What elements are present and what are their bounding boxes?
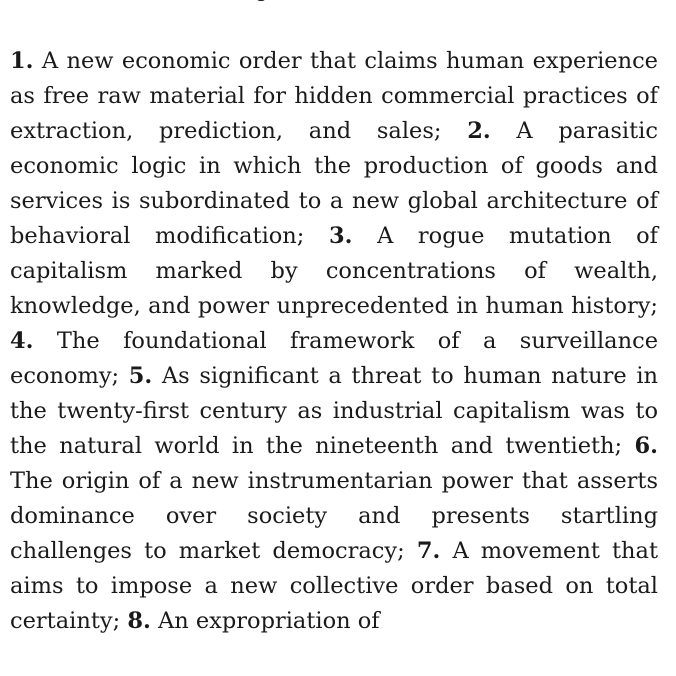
definition-number: 1. (10, 48, 34, 74)
definition-text: A parasitic economic logic in which the production of goods and services is subordinated to a new global architecture of behavioral modification; (10, 118, 658, 249)
definition-text: The foundational framework of a surveillance economy; (10, 328, 659, 389)
definition-text: A movement that aims to impose a new collective order based on total certainty; (10, 538, 659, 634)
definition-number: 6. (634, 433, 658, 459)
definition-text: As significant a threat to human nature in the twenty-first century as industrial capitalism was to the natural world in the nineteenth and twentieth; (10, 363, 659, 459)
definition-number: 4. (10, 328, 34, 354)
definition-number: 7. (416, 538, 441, 564)
definition-number: 5. (128, 363, 153, 389)
definition-number: 3. (328, 223, 353, 249)
definition-text: An expropriation of (157, 608, 380, 634)
definition-number: 8. (127, 608, 151, 634)
document-body (10, 44, 658, 639)
definition-text: A rogue mutation of capitalism marked by concentrations of wealth, knowledge, and power unprecedented in human history; (10, 223, 659, 319)
definition-number: 2. (467, 118, 491, 144)
definitions-paragraph (10, 44, 658, 639)
definition-text: The origin of a new instrumentarian power that asserts dominance over society and presents startling challenges to market democracy; (10, 468, 658, 564)
definition-text: A new economic order that claims human experience as free raw material for hidden commercial practices of extraction, prediction, and sales; (10, 48, 658, 144)
cropped-glyph (256, 0, 266, 1)
